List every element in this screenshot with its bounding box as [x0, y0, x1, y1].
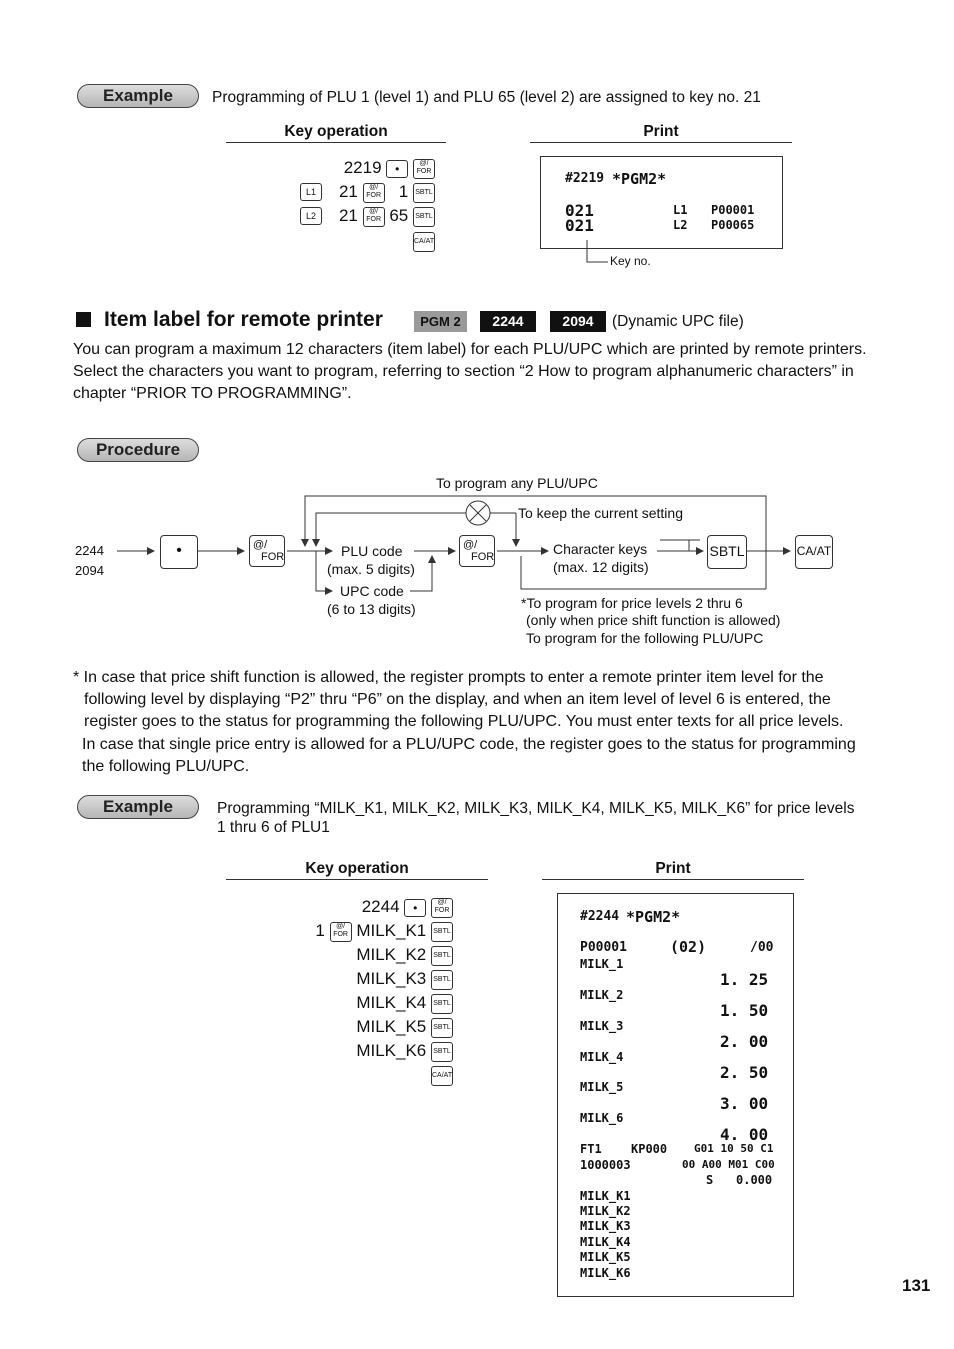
- receipt-line: S: [706, 1173, 714, 1187]
- key-op-value: MILK_K2: [356, 945, 427, 964]
- key-op-row: [280, 993, 453, 1014]
- receipt-line: 0.000: [736, 1173, 773, 1187]
- key-op-row: [280, 1041, 453, 1062]
- receipt-line: L2: [673, 218, 688, 232]
- level-key: L1: [300, 183, 322, 201]
- receipt-line: P00065: [711, 218, 755, 232]
- receipt-line: MILK_K2: [580, 1204, 631, 1218]
- key-op-value: 21: [338, 206, 358, 225]
- key-op-value: MILK_K5: [356, 1017, 427, 1036]
- key-op-value: 1: [315, 921, 325, 940]
- receipt-line: MILK_2: [580, 988, 624, 1002]
- divider: [226, 142, 446, 143]
- key-op-value: MILK_K4: [356, 993, 427, 1012]
- plu-code-max: (max. 5 digits): [327, 561, 415, 577]
- section-bullet: [76, 312, 91, 327]
- sbtl-key: SBTL: [431, 1042, 453, 1062]
- key-op-row: [300, 231, 435, 252]
- for-key: @/ FOR: [459, 535, 495, 567]
- upc-code-range: (6 to 13 digits): [327, 601, 416, 617]
- example-description: 1 thru 6 of PLU1: [217, 819, 330, 836]
- receipt-line: P00001: [580, 940, 627, 955]
- key-op-value: 2244: [361, 897, 400, 916]
- receipt-line: /00: [750, 940, 774, 955]
- caat-key: CA/AT: [795, 535, 833, 569]
- pgm-tag: PGM 2: [414, 311, 467, 332]
- plu-code-label: PLU code: [341, 543, 403, 559]
- sbtl-key: SBTL: [431, 922, 453, 942]
- key-op-value: MILK_K3: [356, 969, 427, 988]
- receipt-line: 1. 50: [720, 1001, 769, 1020]
- sbtl-key: SBTL: [431, 970, 453, 990]
- dot-key: •: [386, 160, 408, 178]
- footnote-text: register goes to the status for programming the following PLU/UPC. You must enter texts for all price levels.: [84, 713, 844, 730]
- print-header: Print: [655, 860, 691, 877]
- footnote-text: In case that single price entry is allowed for a PLU/UPC code, the register goes to the status for programming: [82, 736, 856, 753]
- key-op-row: [280, 1065, 453, 1086]
- for-key: @/ FOR: [413, 159, 435, 179]
- for-key: @/ FOR: [249, 535, 285, 567]
- key-op-row: [300, 158, 435, 179]
- receipt-line: 3. 00: [720, 1094, 769, 1113]
- start-code: 2094: [75, 563, 104, 578]
- receipt-line: FT1: [580, 1142, 602, 1156]
- footnote-text: following level by displaying “P2” thru “P6” on the display, and when an item level of level 6 is entered, the: [84, 691, 831, 708]
- sbtl-key: SBTL: [431, 994, 453, 1014]
- key-no-label: Key no.: [610, 254, 651, 268]
- receipt-line: 2. 50: [720, 1063, 769, 1082]
- receipt-line: P00001: [711, 203, 755, 217]
- sbtl-key: SBTL: [413, 207, 435, 227]
- page-number: 131: [902, 1276, 931, 1295]
- receipt-line: MILK_K1: [580, 1189, 631, 1203]
- loop-label: To program any PLU/UPC: [436, 475, 598, 491]
- for-key: @/ FOR: [431, 898, 453, 918]
- key-op-row: [280, 969, 453, 990]
- procedure-badge: Procedure: [77, 438, 199, 462]
- sbtl-key: SBTL: [707, 535, 747, 569]
- receipt-line: KP000: [631, 1142, 668, 1156]
- receipt-line: 1. 25: [720, 970, 769, 989]
- receipt-line: G01 10 50 C1: [694, 1142, 774, 1155]
- key-op-row: [280, 897, 453, 918]
- receipt-line: MILK_5: [580, 1080, 624, 1094]
- divider: [226, 879, 488, 880]
- dot-key: •: [160, 535, 198, 569]
- key-op-value: MILK_K1: [356, 921, 427, 940]
- key-operation-header: Key operation: [284, 123, 388, 140]
- divider: [542, 879, 804, 880]
- sbtl-key: SBTL: [431, 946, 453, 966]
- receipt-line: 00 A00 M01 C00: [682, 1158, 775, 1171]
- divider: [530, 142, 792, 143]
- receipt-line: MILK_3: [580, 1019, 624, 1033]
- receipt-line: *PGM2*: [626, 908, 681, 926]
- receipt-line: MILK_6: [580, 1111, 624, 1125]
- dot-key: •: [404, 899, 426, 917]
- example-badge: Example: [77, 84, 199, 108]
- key-op-row: [280, 921, 453, 942]
- receipt-line: 021: [565, 201, 594, 220]
- example-description: Programming “MILK_K1, MILK_K2, MILK_K3, MILK_K4, MILK_K5, MILK_K6” for price levels: [217, 800, 855, 817]
- intro-text: Select the characters you want to program, referring to section “2 How to program alphanumeric characters” in: [73, 363, 854, 380]
- job-code-tag: 2094: [550, 311, 606, 332]
- example-description: Programming of PLU 1 (level 1) and PLU 65 (level 2) are assigned to key no. 21: [212, 89, 761, 106]
- receipt-line: MILK_1: [580, 957, 624, 971]
- for-key: @/ FOR: [330, 922, 352, 942]
- procedure-note: *To program for price levels 2 thru 6: [521, 595, 743, 611]
- file-label: (Dynamic UPC file): [612, 313, 744, 330]
- receipt-line: #2244: [580, 909, 620, 924]
- key-op-row: [300, 206, 435, 227]
- receipt-line: #2219: [565, 171, 605, 186]
- example-badge: Example: [77, 795, 199, 819]
- job-code-tag: 2244: [480, 311, 536, 332]
- receipt-line: *PGM2*: [612, 170, 667, 188]
- start-code: 2244: [75, 543, 104, 558]
- for-key: @/ FOR: [363, 183, 385, 203]
- key-op-row: [300, 182, 435, 203]
- intro-text: You can program a maximum 12 characters (item label) for each PLU/UPC which are printed by remote printers.: [73, 341, 867, 358]
- intro-text: chapter “PRIOR TO PROGRAMMING”.: [73, 385, 352, 402]
- key-op-value: 21: [338, 182, 358, 201]
- receipt-line: L1: [673, 203, 688, 217]
- receipt-line: 1000003: [580, 1158, 631, 1172]
- footnote-text: * In case that price shift function is allowed, the register prompts to enter a remote printer item level for the: [73, 669, 824, 686]
- character-keys-label: Character keys: [553, 541, 648, 557]
- character-keys-max: (max. 12 digits): [553, 559, 649, 575]
- receipt-line: MILK_K3: [580, 1219, 631, 1233]
- receipt-line: MILK_4: [580, 1050, 624, 1064]
- receipt-line: MILK_K5: [580, 1250, 631, 1264]
- key-op-value: 65: [389, 206, 409, 225]
- receipt-line: MILK_K4: [580, 1235, 631, 1249]
- footnote-text: the following PLU/UPC.: [82, 758, 250, 775]
- keep-label: To keep the current setting: [518, 505, 683, 521]
- receipt-line: 2. 00: [720, 1032, 769, 1051]
- section-title: Item label for remote printer: [104, 308, 383, 331]
- receipt-line: (02): [670, 938, 707, 956]
- key-op-row: [280, 1017, 453, 1038]
- procedure-note: To program for the following PLU/UPC: [526, 630, 764, 646]
- for-key: @/ FOR: [363, 207, 385, 227]
- caat-key: CA/AT: [431, 1066, 453, 1086]
- level-key: L2: [300, 207, 322, 225]
- key-op-value: MILK_K6: [356, 1041, 427, 1060]
- key-operation-header: Key operation: [305, 860, 409, 877]
- caat-key: CA/AT: [413, 232, 435, 252]
- procedure-note: (only when price shift function is allowed): [526, 612, 781, 628]
- key-op-row: [280, 945, 453, 966]
- print-header: Print: [643, 123, 679, 140]
- receipt-line: MILK_K6: [580, 1266, 631, 1280]
- upc-code-label: UPC code: [340, 583, 404, 599]
- receipt-line: 4. 00: [720, 1125, 769, 1144]
- sbtl-key: SBTL: [413, 183, 435, 203]
- sbtl-key: SBTL: [431, 1018, 453, 1038]
- key-op-value: 1: [398, 182, 409, 201]
- receipt-line: 021: [565, 216, 594, 235]
- key-op-value: 2219: [343, 158, 382, 177]
